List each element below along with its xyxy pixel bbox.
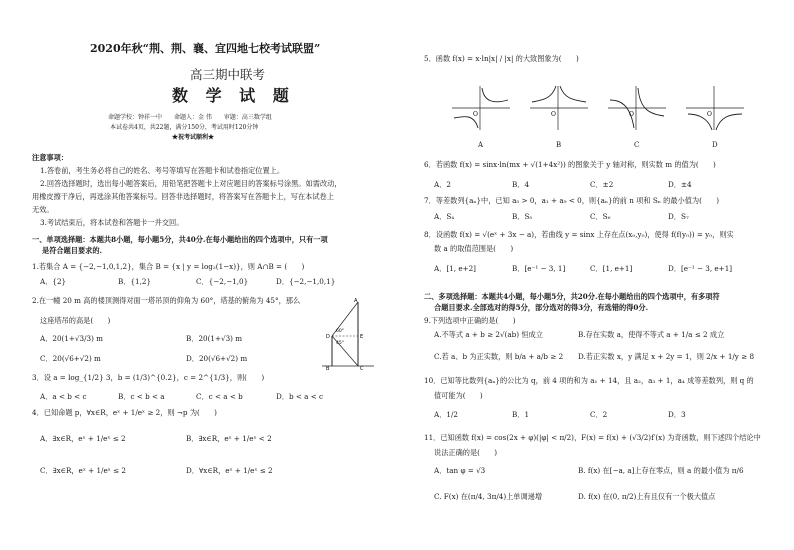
q1-option-b: B．{1,2} xyxy=(118,277,152,286)
q10-stem-2: 值可能为( ) xyxy=(434,391,483,400)
q10-option-d: D．3 xyxy=(668,410,686,419)
q11-option-d: D. f(x) 在(0, π/2)上有且仅有一个极大值点 xyxy=(578,492,716,501)
notes-heading: 注意事项： xyxy=(32,153,68,162)
q6-stem: 6．若函数 f(x) = sinx·ln(mx + √(1+4x²)) 的图象关于 y 轴对称，则实数 m 的值为( ) xyxy=(424,160,716,169)
fig-label: D xyxy=(326,334,330,340)
graph-label-d: D xyxy=(712,141,718,149)
q3-option-b: B．c < b < a xyxy=(118,392,165,401)
q4-option-b: B．∃x∈R，eˣ + 1/eˣ < 2 xyxy=(186,434,272,443)
exam-subject: 数 学 试 题 xyxy=(172,86,295,105)
q8-option-c: C．[1, e+1] xyxy=(590,264,633,273)
q2-option-d: D．20(√6+√2) m xyxy=(186,354,248,363)
q6-option-d: D．±4 xyxy=(668,180,692,189)
q7-option-b: B．S₅ xyxy=(512,212,533,221)
q11-stem-2: 说法正确的是( ) xyxy=(434,448,498,457)
graph-label-b: B xyxy=(556,141,562,149)
fig-label: B xyxy=(326,366,330,370)
q8-option-d: D．[e⁻¹ − 3, e+1] xyxy=(668,264,733,273)
q7-option-c: C．S₆ xyxy=(590,212,611,221)
q7-option-a: A．S₄ xyxy=(434,212,455,221)
fig-label: E xyxy=(360,334,364,340)
q9-option-c: C.若 a、b 为正实数，则 b/a + a/b ≥ 2 xyxy=(434,352,564,361)
meta-line-3: ★祝考试顺利★ xyxy=(172,134,215,141)
q10-option-c: C．2 xyxy=(590,410,608,419)
meta-line-1: 命题学校：钟祥一中 命题人：金 伟 审题：高三数学组 xyxy=(108,114,272,121)
q7-option-d: D．S₇ xyxy=(668,212,689,221)
note-item: 2.回答选择题时，选出每小题答案后，用铅笔把答题卡上对应题目的答案标号涂黑。如需改动， xyxy=(40,179,342,188)
q6-option-a: A．2 xyxy=(434,180,451,189)
tower-figure xyxy=(318,296,378,370)
origin-label: O xyxy=(707,111,712,118)
q8-stem: 8．设函数 f(x) = √(eˣ + 3x − a)，若曲线 y = sinx 上存在点(x₀,y₀)，使得 f(f(y₀)) = y₀，则实 xyxy=(424,230,734,239)
q1-option-c: C．{−2,−1,0} xyxy=(196,277,249,286)
origin-label: O xyxy=(629,111,634,118)
q3-option-d: D．b < a < c xyxy=(276,392,324,401)
q2-option-c: C．20(√6+√2) m xyxy=(40,354,101,363)
q6-option-c: C．±2 xyxy=(590,180,614,189)
q7-stem: 7．等差数列{aₙ}中，已知 a₅ > 0，a₁ + a₉ < 0，则{aₙ}的前 n 项和 Sₙ 的最小值为( ) xyxy=(424,196,720,205)
q3-option-a: A．a < b < c xyxy=(40,392,87,401)
graph-label-a: A xyxy=(478,141,484,149)
section2-heading-2: 合题目要求.全部选对的得5分，部分选对的得3分，有选错的得0分. xyxy=(434,303,649,312)
note-item: 3.考试结束后，将本试卷和答题卡一并交回。 xyxy=(40,218,184,227)
origin-label: O xyxy=(551,111,556,118)
q8-stem-2: 数 a 的取值范围是( ) xyxy=(434,244,514,253)
section1-heading-2: 是符合题目要求的. xyxy=(42,246,103,255)
section1-heading: 一、单项选择题：本题共8小题，每小题5分，共40分.在每小题给出的四个选项中，只有一项 xyxy=(32,235,328,244)
q9-stem: 9.下列选项中正确的是( ) xyxy=(424,316,516,325)
q11-option-c: C. F(x) 在(π/4, 3π/4)上单调递增 xyxy=(434,492,543,501)
q4-option-a: A．∃x∈R，eˣ + 1/eˣ ≤ 2 xyxy=(40,434,126,443)
graph-a xyxy=(450,84,512,132)
q1-option-d: D．{−2,−1,0,1} xyxy=(276,277,336,286)
q3-option-c: C．c < a < b xyxy=(196,392,243,401)
graph-label-c: C xyxy=(634,141,640,149)
q4-option-c: C．∃x∈R，eˣ + 1/eˣ ≤ 2 xyxy=(40,466,126,475)
q1-option-a: A．{2} xyxy=(40,277,67,286)
graph-c xyxy=(606,84,668,132)
note-item: 用橡皮擦干净后，再选涂其他答案标号。回答非选择题时，将答案写在答题卡上，写在本试卷上 xyxy=(32,192,334,201)
q11-option-b: B. f(x) 在[−a, a]上存在零点，则 a 的最小值为 π/6 xyxy=(578,466,744,475)
q9-option-b: B.存在实数 a，使得不等式 a + 1/a ≤ 2 成立 xyxy=(578,330,725,339)
q4-stem: 4．已知命题 p，∀x∈R，eˣ + 1/eˣ ≥ 2，则 ¬p 为( ) xyxy=(32,408,217,417)
exam-title: 2020年秋“荆、荆、襄、宜四地七校考试联盟” xyxy=(90,42,321,55)
graph-b xyxy=(528,84,590,132)
q6-option-b: B．4 xyxy=(512,180,530,189)
q10-option-a: A．1/2 xyxy=(434,410,458,419)
q10-option-b: B．1 xyxy=(512,410,530,419)
fig-label: A xyxy=(354,298,358,304)
q3-stem: 3．设 a = log_{1/2} 3，b = (1/3)^{0.2}，c = 2^{1/3}，则( ) xyxy=(32,373,265,382)
note-item: 1.答卷前，考生务必将自己的姓名、考号等填写在答题卡和试卷指定位置上。 xyxy=(40,166,285,175)
q1-stem: 1.若集合 A = {−2,−1,0,1,2}，集合 B = {x | y = log₂(1−x)}，则 A∩B = ( ) xyxy=(32,262,305,271)
q11-stem: 11．已知函数 f(x) = cos(2x + φ)(|φ| < π/2)，F(x) = f(x) + (√3/2)f′(x) 为奇函数，则下述四个结论中 xyxy=(424,433,761,442)
exam-subtitle: 高三期中联考 xyxy=(190,67,266,82)
meta-line-2: 本试卷共4页，共22题，满分150分，考试用时120分钟 xyxy=(110,124,259,131)
q4-option-d: D．∀x∈R，eˣ + 1/eˣ ≤ 2 xyxy=(186,466,273,475)
fig-label: C xyxy=(360,366,364,370)
graph-d xyxy=(684,84,746,132)
q2-stem-2: 这座塔吊的高是( ) xyxy=(40,316,111,325)
q2-option-b: B．20(1+√3) m xyxy=(186,334,243,343)
origin-label: O xyxy=(473,111,478,118)
q2-option-a: A．20(1+√3/3) m xyxy=(40,334,103,343)
q2-stem: 2.在一幢 20 m 高的楼顶测得对面一塔吊顶的仰角为 60°，塔基的俯角为 45°，那么 xyxy=(32,296,301,305)
q8-option-b: B．[e⁻¹ − 3, 1] xyxy=(512,264,566,273)
q11-option-a: A．tan φ = √3 xyxy=(434,466,486,475)
note-item: 无效。 xyxy=(32,205,54,214)
fig-angle: 45° xyxy=(336,341,344,346)
fig-angle: 60° xyxy=(336,329,344,334)
q8-option-a: A．[1, e+2] xyxy=(434,264,476,273)
q10-stem: 10．已知等比数列{aₙ}的公比为 q，前 4 项的和为 a₁ + 14，且 a₂，a₃ + 1，a₄ 成等差数列，则 q 的 xyxy=(424,376,754,385)
q9-option-a: A.不等式 a + b ≥ 2√(ab) 恒成立 xyxy=(434,330,543,339)
section2-heading: 二、多项选择题：本题共4小题，每小题5分，共20分.在每小题给出的四个选项中，有多项符 xyxy=(424,292,720,301)
q5-stem: 5．函数 f(x) = x·ln|x| / |x| 的大致图象为( ) xyxy=(424,54,579,63)
q9-option-d: D.若正实数 x，y 满足 x + 2y = 1，则 2/x + 1/y ≥ 8 xyxy=(578,352,755,361)
